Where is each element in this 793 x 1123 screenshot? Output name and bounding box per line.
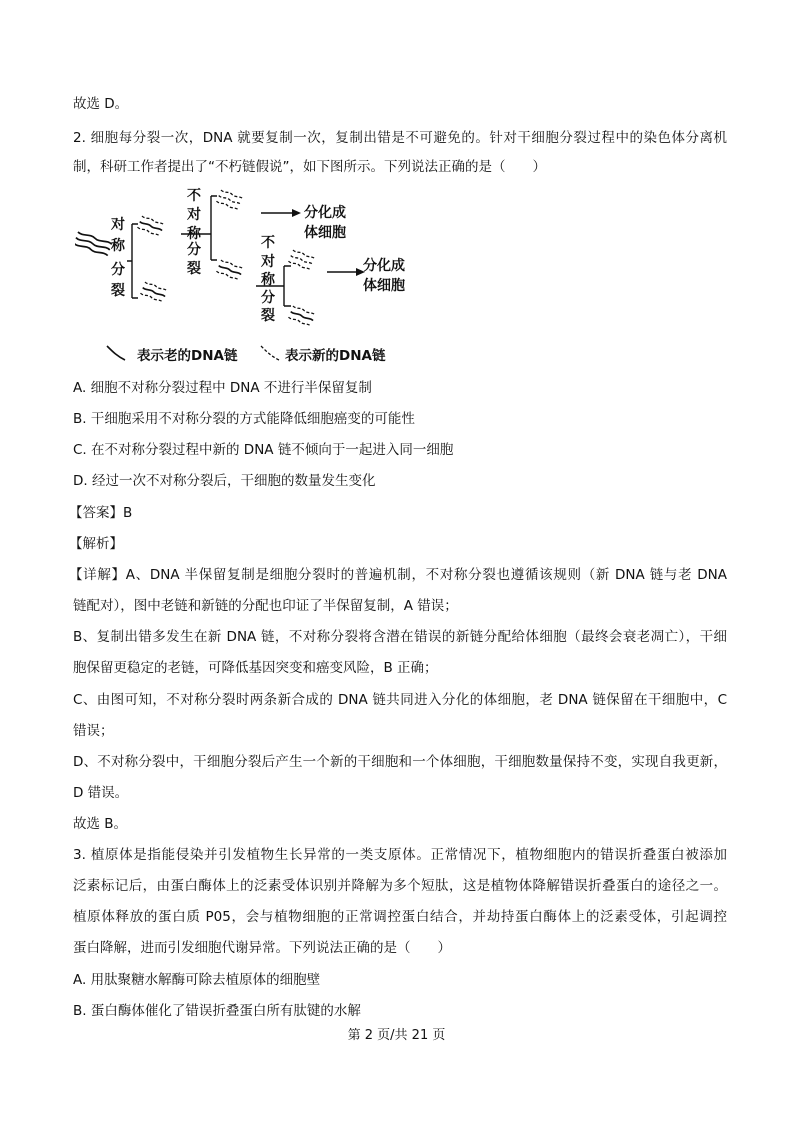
detail-line-1: 【详解】A、DNA 半保留复制是细胞分裂时的普遍机制，不对称分裂也遵循该规则（新 DNA 链与老 DNA	[69, 567, 727, 583]
asym1-label-2: 对	[187, 207, 201, 223]
legend-old-swatch	[107, 346, 125, 360]
question-3-line-1: 3. 植原体是指能侵染并引发植物生长异常的一类支原体。正常情况下，植物细胞内的错误折叠蛋白被添加	[73, 847, 727, 863]
question-3-option-b: B. 蛋白酶体催化了错误折叠蛋白所有肽键的水解	[73, 1003, 361, 1019]
immortal-strand-diagram	[75, 184, 420, 368]
detail-line-9: 故选 B。	[73, 816, 128, 832]
text-line: 故选 D。	[73, 96, 129, 112]
detail-line-7: D、不对称分裂中，干细胞分裂后产生一个新的干细胞和一个体细胞，干细胞数量保持不变，实现自我更新，	[73, 754, 727, 770]
question-2-stem-cont: 制，科研工作者提出了“不朽链假说”，如下图所示。下列说法正确的是（ ）	[73, 159, 546, 175]
detail-line-3: B、复制出错多发生在新 DNA 链，不对称分裂将含潜在错误的新链分配给体细胞（最终会衰老凋亡），干细	[73, 629, 727, 645]
asym1-label-3: 称	[187, 226, 201, 242]
legend-new-label: 表示新的DNA链	[285, 348, 386, 364]
detail-line-4: 胞保留更稳定的老链，可降低基因突变和癌变风险，B 正确；	[73, 660, 438, 676]
sym-label-3: 分	[111, 262, 125, 278]
asym2-label-1: 不	[261, 235, 275, 251]
sym-label-2: 称	[111, 238, 125, 254]
asym2-label-4: 分	[261, 290, 275, 306]
detail-line-5: C、由图可知，不对称分裂时两条新合成的 DNA 链共同进入分化的体细胞，老 DNA 链保留在干细胞中，C	[73, 692, 727, 708]
asym2-label-5: 裂	[261, 308, 275, 324]
legend-new-swatch	[261, 346, 279, 360]
detail-line-6: 错误；	[73, 723, 114, 739]
question-3-option-a: A. 用肽聚糖水解酶可除去植原体的细胞壁	[73, 972, 321, 988]
asym1-product-new	[216, 189, 243, 210]
option-d: D. 经过一次不对称分裂后，干细胞的数量发生变化	[73, 473, 376, 489]
sym-product-lower	[140, 281, 167, 302]
sym-label-1: 对	[111, 217, 125, 233]
asym2-label-3: 称	[261, 272, 275, 288]
sym-bracket	[127, 224, 138, 298]
diff2-label-2: 体细胞	[363, 278, 405, 294]
detail-line-2: 链配对），图中老链和新链的分配也印证了半保留复制，A 错误；	[73, 598, 458, 614]
question-3-line-3: 植原体释放的蛋白质 P05，会与植物细胞的正常调控蛋白结合，并劫持蛋白酶体上的泛素受体，引起调控	[73, 909, 727, 925]
option-b: B. 干细胞采用不对称分裂的方式能降低细胞癌变的可能性	[73, 411, 415, 427]
question-3-line-4: 蛋白降解，进而引发细胞代谢异常。下列说法正确的是（ ）	[73, 940, 451, 956]
asym2-product-old	[288, 305, 315, 326]
asym1-label-1: 不	[187, 188, 201, 204]
old-dna-strand	[75, 231, 112, 256]
asym1-label-4: 分	[187, 242, 201, 258]
diff1-label-1: 分化成	[304, 205, 346, 221]
diff2-label-1: 分化成	[363, 258, 405, 274]
option-c: C. 在不对称分裂过程中新的 DNA 链不倾向于一起进入同一细胞	[73, 442, 454, 458]
answer-label: 【答案】B	[69, 505, 133, 521]
detail-line-8: D 错误。	[73, 785, 129, 801]
sym-label-4: 裂	[111, 283, 125, 299]
question-2-stem: 2. 细胞每分裂一次，DNA 就要复制一次，复制出错是不可避免的。针对干细胞分裂过程中的染色体分离机	[73, 130, 727, 146]
diff1-label-2: 体细胞	[304, 225, 346, 241]
analysis-label: 【解析】	[69, 536, 123, 552]
option-a: A. 细胞不对称分裂过程中 DNA 不进行半保留复制	[73, 380, 372, 396]
legend-old-label: 表示老的DNA链	[137, 348, 238, 364]
asym2-label-2: 对	[261, 254, 275, 270]
page-footer: 第 2 页/共 21 页	[347, 1028, 446, 1043]
asym2-product-new	[288, 249, 315, 270]
asym1-label-5: 裂	[187, 261, 201, 277]
question-3-line-2: 泛素标记后，由蛋白酶体上的泛素受体识别并降解为多个短肽，这是植物体降解错误折叠蛋白的途径之一。	[73, 878, 727, 894]
asym1-product-old	[216, 259, 243, 280]
sym-product-upper	[137, 215, 164, 236]
